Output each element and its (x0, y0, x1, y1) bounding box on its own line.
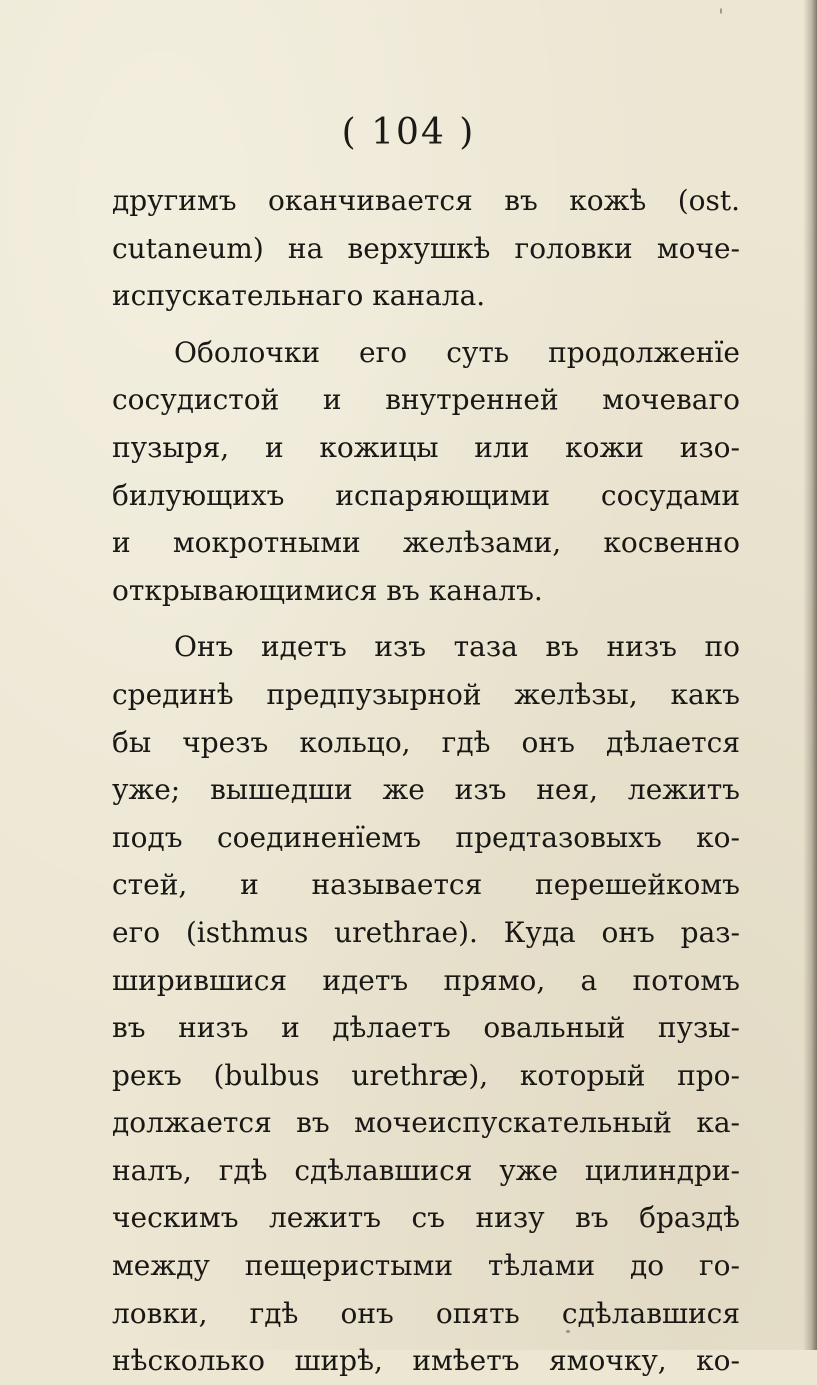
paper-speck (566, 1330, 570, 1333)
text-line: Онъ идетъ изъ таза въ низъ по (174, 630, 740, 664)
text-line: пузыря, и кожицы или кожи изо- (112, 430, 740, 464)
text-line: ловки, гдѣ онъ опять сдѣлавшися (112, 1296, 740, 1330)
text-line: срединѣ предпузырной желѣзы, какъ (112, 677, 740, 711)
text-line: cutaneum) на верхушкѣ головки моче- (112, 231, 740, 265)
page-edge-shadow (803, 0, 817, 1350)
page-number: ( 104 ) (341, 112, 476, 153)
text-line: и мокротными желѣзами, косвенно (112, 526, 740, 560)
paper-speck (720, 8, 722, 14)
text-line: открывающимися въ каналъ. (112, 573, 543, 607)
text-line: въ низъ и дѣлаетъ овальный пузы- (112, 1011, 740, 1045)
text-line: билующихъ испаряющими сосудами (112, 478, 740, 512)
text-line: подъ соединенїемъ предтазовыхъ ко- (112, 820, 740, 854)
text-line: ческимъ лежитъ съ низу въ браздѣ (112, 1201, 740, 1235)
text-line: его (isthmus urethrae). Куда онъ раз- (112, 915, 740, 949)
text-line: должается въ мочеиспускательный ка- (112, 1106, 740, 1140)
text-line: нѣсколько ширѣ, имѣетъ ямочку, ко- (112, 1344, 740, 1378)
text-line: стей, и называется перешейкомъ (112, 868, 740, 902)
text-line: бы чрезъ кольцо, гдѣ онъ дѣлается (112, 725, 740, 759)
text-line: ширившися идетъ прямо, а потомъ (112, 963, 740, 997)
text-line: Оболочки его суть продолженїе (174, 335, 740, 369)
text-line: налъ, гдѣ сдѣлавшися уже цилиндри- (112, 1153, 740, 1187)
body-text (112, 177, 740, 1385)
text-line: сосудистой и внутренней мочеваго (112, 383, 740, 417)
text-line: другимъ оканчивается въ кожѣ (ost. (112, 184, 740, 217)
text-line: рекъ (bulbus urethræ), который про- (112, 1058, 740, 1092)
text-line: испускательнаго канала. (112, 279, 486, 313)
text-line: уже; вышедши же изъ нея, лежитъ (112, 773, 740, 807)
text-line: между пещеристыми тѣлами до го- (112, 1249, 740, 1283)
